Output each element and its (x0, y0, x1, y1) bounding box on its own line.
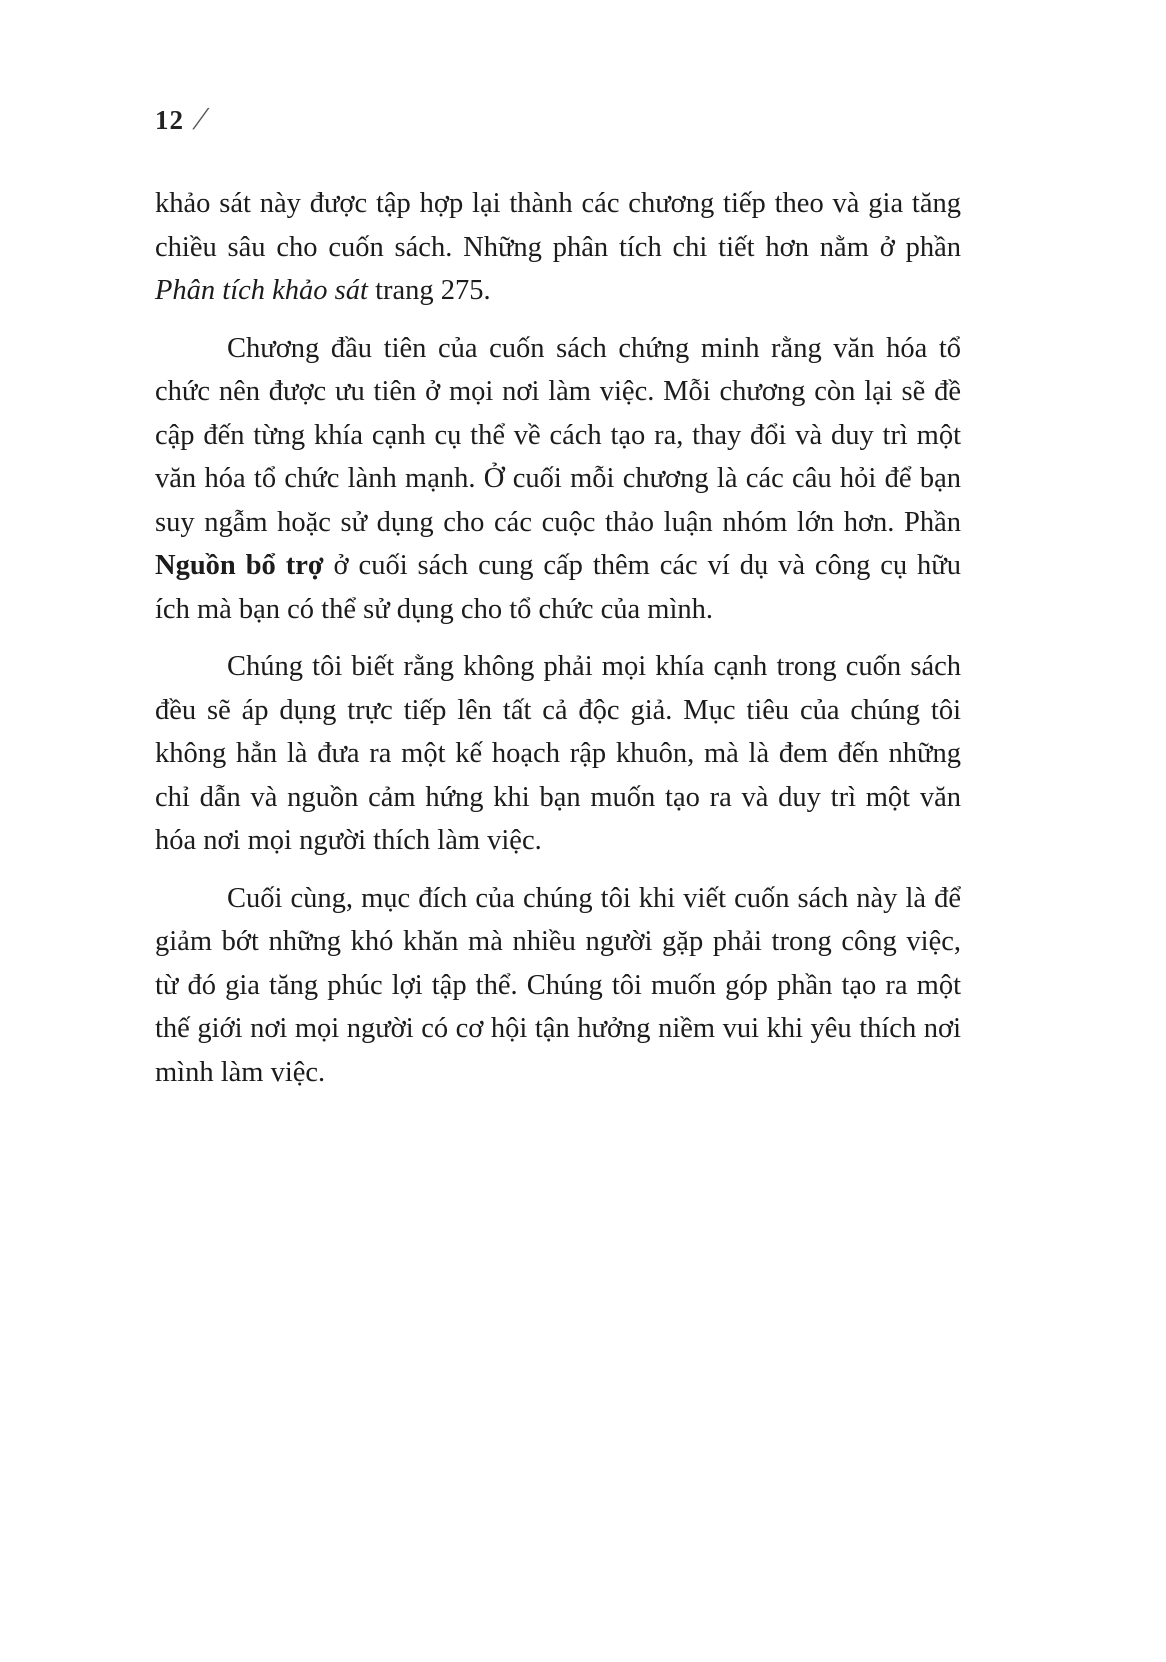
paragraph-4 (155, 877, 961, 1095)
body-text (155, 182, 961, 1108)
text-segment-italic: Phân tích khảo sát (155, 275, 368, 306)
paragraph-3 (155, 645, 961, 863)
slash-mark: / (192, 100, 209, 136)
text-segment: ở cuối sách cung cấp thêm các ví dụ và công cụ hữu ích mà bạn có thể sử dụng cho tổ chức của mình. (155, 550, 961, 625)
page-number: 12 (155, 105, 184, 135)
paragraph-2 (155, 327, 961, 632)
text-segment: Chương đầu tiên của cuốn sách chứng minh rằng văn hóa tổ chức nên được ưu tiên ở mọi nơi làm việc. Mỗi chương còn lại sẽ đề cập đến từng khía cạnh cụ thể về cách tạo ra, thay đổi và duy trì một văn hóa tổ chức lành mạnh. Ở cuối mỗi chương là các câu hỏi để bạn suy ngẫm hoặc sử dụng cho các cuộc thảo luận nhóm lớn hơn. Phần (155, 332, 961, 538)
paragraph-1 (155, 182, 961, 313)
text-segment: trang 275. (367, 275, 491, 306)
text-segment: Cuối cùng, mục đích của chúng tôi khi viết cuốn sách này là để giảm bớt những khó khăn mà nhiều người gặp phải trong công việc, từ đó gia tăng phúc lợi tập thể. Chúng tôi muốn góp phần tạo ra một thế giới nơi mọi người có cơ hội tận hưởng niềm vui khi yêu thích nơi mình làm việc. (155, 882, 961, 1088)
page-header (155, 100, 209, 137)
text-segment: khảo sát này được tập hợp lại thành các chương tiếp theo và gia tăng chiều sâu cho cuốn sách. Những phân tích chi tiết hơn nằm ở phần (155, 188, 961, 263)
text-segment: Chúng tôi biết rằng không phải mọi khía cạnh trong cuốn sách đều sẽ áp dụng trực tiếp lên tất cả độc giả. Mục tiêu của chúng tôi không hẳn là đưa ra một kế hoạch rập khuôn, mà là đem đến những chỉ dẫn và nguồn cảm hứng khi bạn muốn tạo ra và duy trì một văn hóa nơi mọi người thích làm việc. (155, 651, 961, 856)
text-segment-bold: Nguồn bổ trợ (155, 550, 324, 581)
